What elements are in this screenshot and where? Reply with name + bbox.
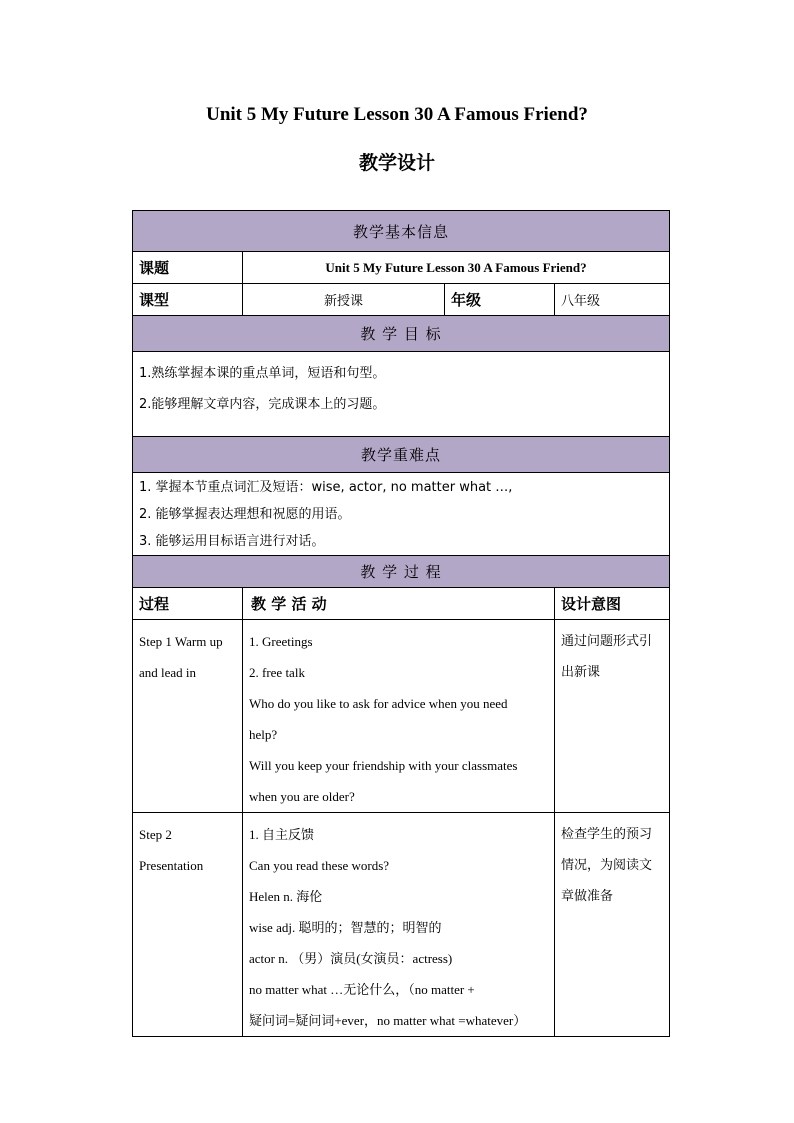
col-activity-header: 教 学 活 动 xyxy=(243,588,555,620)
type-label: 课型 xyxy=(133,284,243,316)
keypoint-item: 3. 能够运用目标语言进行对话。 xyxy=(139,533,325,549)
step-line: Presentation xyxy=(139,858,204,873)
step-line: Step 2 xyxy=(139,827,172,842)
col-intent-header: 设计意图 xyxy=(555,588,670,620)
activity-line: Will you keep your friendship with your classmates xyxy=(249,758,518,773)
activity-line: when you are older? xyxy=(249,789,355,804)
keypoint-item: 1. 掌握本节重点词汇及短语：wise, actor, no matter what …, xyxy=(139,479,513,495)
activity-line: wise adj. 聪明的；智慧的；明智的 xyxy=(249,920,442,935)
intent-line: 检查学生的预习 xyxy=(561,827,653,842)
activity-line: actor n. （男）演员(女演员：actress) xyxy=(249,951,453,966)
goals-header: 教 学 目 标 xyxy=(133,316,670,352)
activity-line: 疑问词=疑问词+ever，no matter what =whatever） xyxy=(249,1013,527,1028)
keypoint-item: 2. 能够掌握表达理想和祝愿的用语。 xyxy=(139,506,351,522)
activity-line: 2. free talk xyxy=(249,665,305,680)
basic-info-header: 教学基本信息 xyxy=(133,211,670,252)
grade-label: 年级 xyxy=(445,284,555,316)
intent-line: 章做准备 xyxy=(561,889,614,904)
document-title: Unit 5 My Future Lesson 30 A Famous Friend? xyxy=(206,104,588,125)
keypoints-content xyxy=(133,473,670,556)
goals-content xyxy=(133,352,670,437)
topic-value: Unit 5 My Future Lesson 30 A Famous Friend? xyxy=(243,252,670,284)
activity-line: Helen n. 海伦 xyxy=(249,889,323,904)
process-header: 教 学 过 程 xyxy=(133,556,670,588)
col-step-header: 过程 xyxy=(133,588,243,620)
step-1-cell xyxy=(133,620,243,813)
step-2-cell xyxy=(133,813,243,1037)
activity-line: Who do you like to ask for advice when you need xyxy=(249,696,508,711)
activity-line: 1. Greetings xyxy=(249,634,313,649)
step-1-intent xyxy=(555,620,670,813)
intent-line: 出新课 xyxy=(561,665,601,680)
step-1-activity xyxy=(243,620,555,813)
topic-label: 课题 xyxy=(133,252,243,284)
activity-line: no matter what …无论什么，（no matter + xyxy=(249,982,475,997)
step-line: and lead in xyxy=(139,665,197,680)
grade-value: 八年级 xyxy=(555,284,670,316)
step-line: Step 1 Warm up xyxy=(139,634,223,649)
keypoints-header: 教学重难点 xyxy=(133,437,670,473)
type-value: 新授课 xyxy=(243,284,445,316)
activity-line: 1. 自主反馈 xyxy=(249,827,315,842)
intent-line: 情况，为阅读文 xyxy=(561,858,653,873)
goal-item: 2.能够理解文章内容，完成课本上的习题。 xyxy=(139,397,386,412)
step-2-activity xyxy=(243,813,555,1037)
activity-line: help? xyxy=(249,727,278,742)
lesson-plan-table xyxy=(132,210,670,1037)
step-2-intent xyxy=(555,813,670,1037)
activity-line: Can you read these words? xyxy=(249,858,390,873)
goal-item: 1.熟练掌握本课的重点单词，短语和句型。 xyxy=(139,366,386,381)
document-subtitle: 教学设计 xyxy=(358,152,435,174)
intent-line: 通过问题形式引 xyxy=(561,634,653,649)
